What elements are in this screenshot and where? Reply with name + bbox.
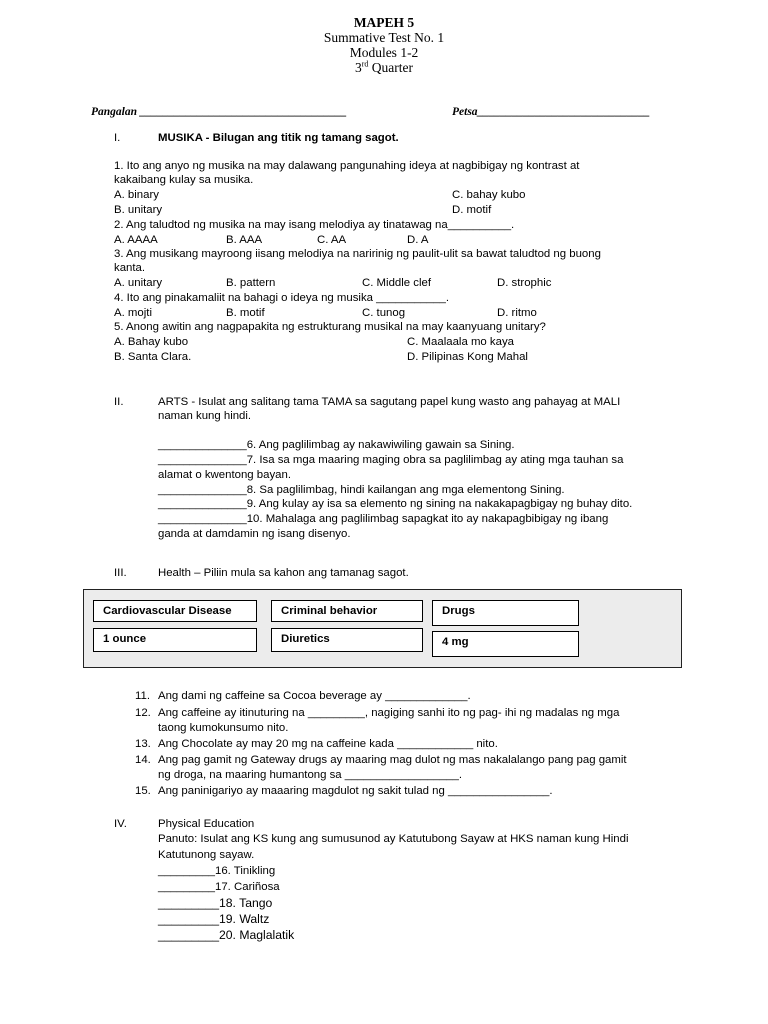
q11-text: Ang dami ng caffeine sa Cocoa beverage ay _____________. (158, 690, 471, 702)
q3-text: 3. Ang musikang mayroong iisang melodiya na naririnig ng paulit-ulit sa bawat taludtod ng buong (114, 248, 601, 260)
q2-choice-c: C. AA (317, 234, 347, 246)
q12-text: Ang caffeine ay itinuturing na _________, nagiging sanhi ito ng pag- ihi ng madalas ng mga (158, 707, 620, 719)
q1-choice-b: B. unitary (114, 204, 163, 216)
section-iv-instruction-cont: Katutunong sayaw. (158, 849, 255, 861)
section-i-title: MUSIKA - Bilugan ang titik ng tamang sagot. (158, 132, 399, 144)
doc-quarter: 3rd Quarter (354, 59, 414, 75)
q5-choice-d: D. Pilipinas Kong Mahal (407, 351, 528, 363)
q1-text-cont: kakaibang kulay sa musika. (114, 174, 254, 186)
q5-choice-a: A. Bahay kubo (114, 336, 189, 348)
q4-choice-c: C. tunog (362, 307, 406, 319)
q14-text-cont: ng droga, na maaring humantong sa __________________. (158, 769, 462, 781)
choice-diuretics: Diuretics (271, 628, 423, 652)
q4-text: 4. Ito ang pinakamaliit na bahagi o ideya ng musika ___________. (114, 292, 450, 304)
q15-text: Ang paninigariyo ay maaaring magdulot ng sakit tulad ng ________________. (158, 785, 553, 797)
q1-choice-d: D. motif (452, 204, 492, 216)
section-ii-instruction: ARTS - Isulat ang salitang tama TAMA sa sagutang papel kung wasto ang pahayag at MALI (158, 396, 621, 408)
q2-choice-b: B. AAA (226, 234, 263, 246)
q4-choice-a: A. mojti (114, 307, 152, 319)
arts-item-6: ______________6. Ang paglilimbag ay nakawiwiling gawain sa Sining. (158, 439, 515, 451)
section-iv-instruction: Panuto: Isulat ang KS kung ang sumusunod ay Katutubong Sayaw at HKS naman kung Hindi (158, 833, 629, 845)
arts-item-10: ______________10. Mahalaga ang paglilimbag sapagkat ito ay nakapagbibigay ng ibang (158, 513, 609, 525)
section-iv-title: Physical Education (158, 818, 255, 830)
choice-cardiovascular-disease: Cardiovascular Disease (93, 600, 257, 622)
pe-item-19: _________19. Waltz (158, 912, 270, 926)
q15-number: 15. (135, 785, 151, 797)
choice-criminal-behavior: Criminal behavior (271, 600, 423, 622)
section-iv-number: IV. (114, 818, 127, 830)
q3-choice-c: C. Middle clef (362, 277, 432, 289)
section-iii-number: III. (114, 567, 127, 579)
q3-choice-d: D. strophic (497, 277, 552, 289)
arts-item-7: ______________7. Isa sa mga maaring maging obra sa paglilimbag ay ating mga tauhan sa (158, 454, 624, 466)
date-field[interactable]: Petsa______________________________ (452, 106, 651, 118)
q5-choice-b: B. Santa Clara. (114, 351, 192, 363)
q2-choice-a: A. AAAA (114, 234, 158, 246)
choice-1-ounce: 1 ounce (93, 628, 257, 652)
q11-number: 11. (135, 690, 150, 702)
q12-text-cont: taong kumokunsumo nito. (158, 722, 289, 734)
choice-4-mg: 4 mg (432, 631, 579, 657)
choice-drugs: Drugs (432, 600, 579, 626)
q1-choice-a: A. binary (114, 189, 159, 201)
section-ii-number: II. (114, 396, 124, 408)
arts-item-8: ______________8. Sa paglilimbag, hindi kailangan ang mga elementong Sining. (158, 484, 565, 496)
section-ii-instruction-cont: naman kung hindi. (158, 410, 252, 422)
q5-choice-c: C. Maalaala mo kaya (407, 336, 514, 348)
q3-choice-b: B. pattern (226, 277, 276, 289)
name-field[interactable]: Pangalan ____________________________________ (91, 106, 347, 118)
q3-choice-a: A. unitary (114, 277, 163, 289)
pe-item-17: _________17. Cariñosa (158, 881, 280, 893)
pe-item-20: _________20. Maglalatik (158, 928, 295, 942)
pe-item-16: _________16. Tinikling (158, 865, 276, 877)
q14-text: Ang pag gamit ng Gateway drugs ay maaring mag dulot ng mas nakalalango pang pag gamit (158, 754, 627, 766)
section-iii-instruction: Health – Piliin mula sa kahon ang tamanag sagot. (158, 567, 409, 579)
q1-text: 1. Ito ang anyo ng musika na may dalawang pangunahing ideya at nagbibigay ng kontrast at (114, 160, 580, 172)
doc-title: MAPEH 5 (353, 15, 415, 30)
q13-number: 13. (135, 738, 151, 750)
arts-item-9: ______________9. Ang kulay ay isa sa elemento ng sining na nakakapagbigay ng buhay dito. (158, 498, 633, 510)
q14-number: 14. (135, 754, 151, 766)
arts-item-10-cont: ganda at damdamin ng isang disenyo. (158, 528, 351, 540)
q2-choice-d: D. A (407, 234, 429, 246)
doc-subtitle: Summative Test No. 1 (323, 30, 445, 45)
q1-choice-c: C. bahay kubo (452, 189, 526, 201)
q5-text: 5. Anong awitin ang nagpapakita ng estrukturang musikal na may kaanyuang unitary? (114, 321, 546, 333)
q12-number: 12. (135, 707, 151, 719)
arts-item-7-cont: alamat o kwentong bayan. (158, 469, 291, 481)
q4-choice-b: B. motif (226, 307, 265, 319)
doc-modules: Modules 1-2 (349, 45, 419, 60)
q4-choice-d: D. ritmo (497, 307, 537, 319)
q2-text: 2. Ang taludtod ng musika na may isang melodiya ay tinatawag na__________. (114, 219, 515, 231)
section-i-number: I. (114, 132, 121, 144)
q13-text: Ang Chocolate ay may 20 mg na caffeine kada ____________ nito. (158, 738, 498, 750)
pe-item-18: _________18. Tango (158, 896, 273, 910)
q3-text-cont: kanta. (114, 262, 146, 274)
